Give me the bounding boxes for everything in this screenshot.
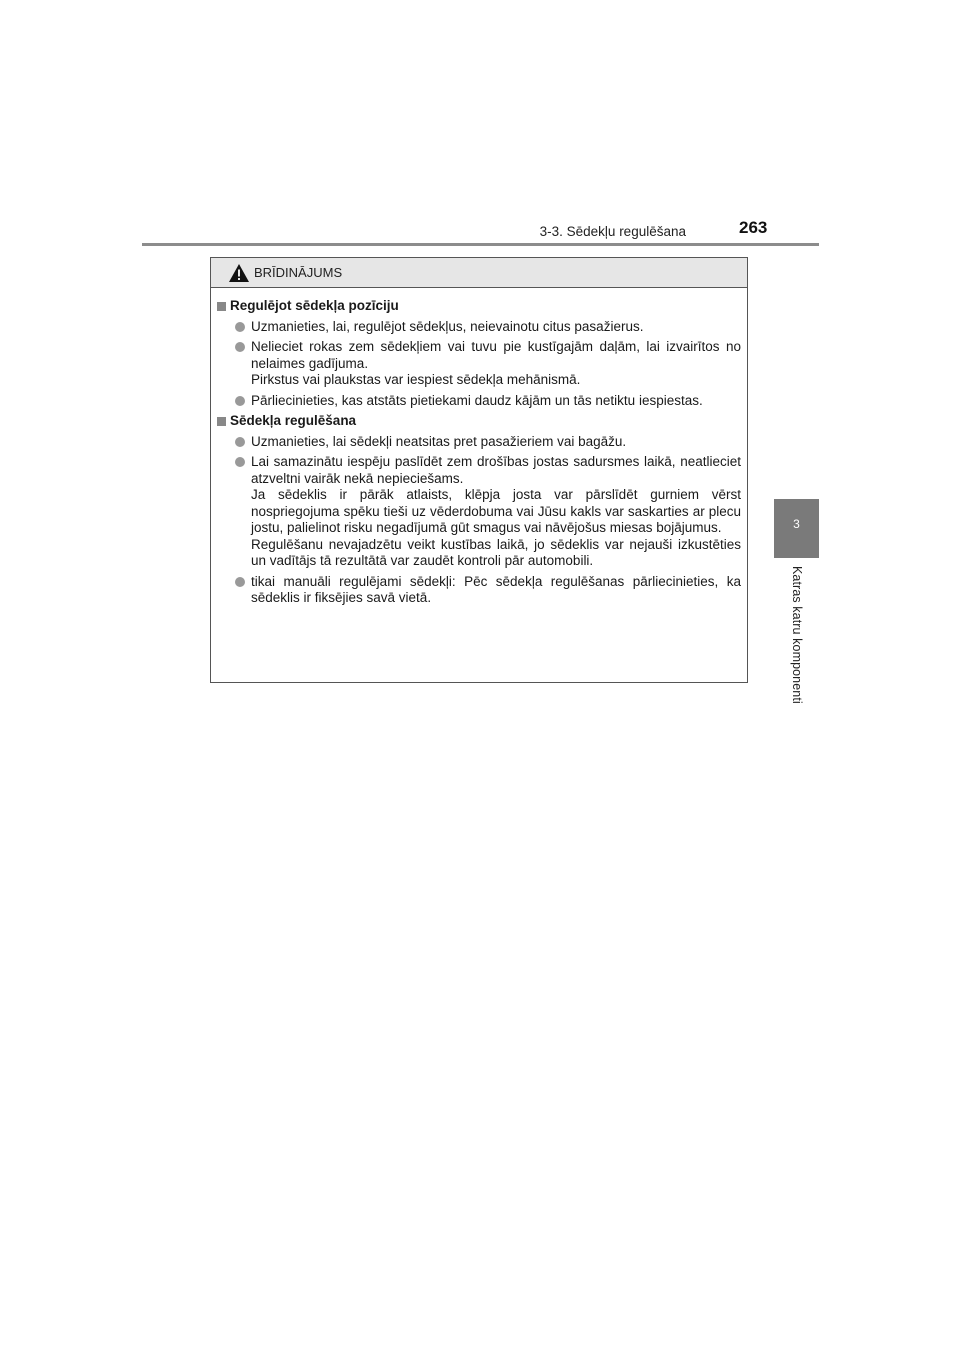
section-heading [217, 413, 741, 430]
round-bullet-icon [235, 396, 245, 406]
section-heading-text: Sēdekļa regulēšana [230, 413, 357, 428]
round-bullet-icon [235, 342, 245, 352]
round-bullet-icon [235, 437, 245, 447]
section-heading [217, 298, 741, 315]
bullet-item [217, 454, 741, 570]
bullet-item [217, 319, 741, 336]
section-title: 3-3. Sēdekļu regulēšana [539, 224, 686, 239]
bullet-item [217, 574, 741, 607]
paragraph: Nelieciet rokas zem sēdekļiem vai tuvu pie kustīgajām daļām, lai izvairītos no nelaimes gadījuma. [251, 339, 741, 371]
chapter-number: 3 [793, 517, 800, 531]
warning-section [217, 298, 741, 409]
paragraph: Pirkstus vai plaukstas var iespiest sēdekļa mehānismā. [251, 372, 581, 387]
header-divider [142, 243, 819, 246]
warning-box [210, 257, 748, 683]
bullet-text [251, 339, 741, 389]
bullet-text [251, 454, 741, 570]
bullet-text [251, 434, 741, 451]
bullet-item [217, 434, 741, 451]
paragraph: Lai samazinātu iespēju paslīdēt zem drošības jostas sadursmes laikā, neatlieciet atzveltni vairāk nekā nepieciešams. [251, 454, 741, 486]
page-number: 263 [739, 218, 768, 237]
warning-body [211, 288, 747, 607]
paragraph: Uzmanieties, lai sēdekļi neatsitas pret pasažieriem vai bagāžu. [251, 433, 627, 449]
paragraph: Pārliecinieties, kas atstāts pietiekami daudz kājām un tās netiktu iespiestas. [251, 392, 703, 408]
paragraph: tikai manuāli regulējami sēdekļi: Pēc sēdekļa regulēšanas pārliecinieties, ka sēdeklis ir fiksējies savā vietā. [251, 573, 741, 605]
round-bullet-icon [235, 457, 245, 467]
round-bullet-icon [235, 322, 245, 332]
warning-triangle-icon [228, 263, 250, 283]
square-bullet-icon [217, 302, 226, 311]
paragraph: Ja sēdeklis ir pārāk atlaists, klēpja josta var pārslīdēt gurniem vērst nospriegojuma spēku tieši uz vēderdobuma vai Jūsu kakls var saskarties ar plecu jostu, palielinot risku negadījumā gūt smagus vai nāvējošus miesas bojājumus. [251, 487, 741, 535]
paragraph: Uzmanieties, lai, regulējot sēdekļus, neievainotu citus pasažierus. [251, 318, 644, 334]
bullet-text [251, 393, 741, 410]
bullet-text [251, 574, 741, 607]
section-heading-text: Regulējot sēdekļa pozīciju [230, 298, 399, 313]
bullet-text [251, 319, 741, 336]
round-bullet-icon [235, 577, 245, 587]
bullet-item [217, 339, 741, 389]
paragraph: Regulēšanu nevajadzētu veikt kustības laikā, jo sēdeklis var nejauši izkustēties un vadītājs tā rezultātā var zaudēt kontroli pār automobili. [251, 536, 741, 568]
warning-title: BRĪDINĀJUMS [254, 265, 343, 280]
square-bullet-icon [217, 417, 226, 426]
warning-section [217, 413, 741, 607]
warning-header [211, 258, 747, 288]
bullet-item [217, 393, 741, 410]
chapter-label: Katras katru komponenti [790, 566, 804, 704]
